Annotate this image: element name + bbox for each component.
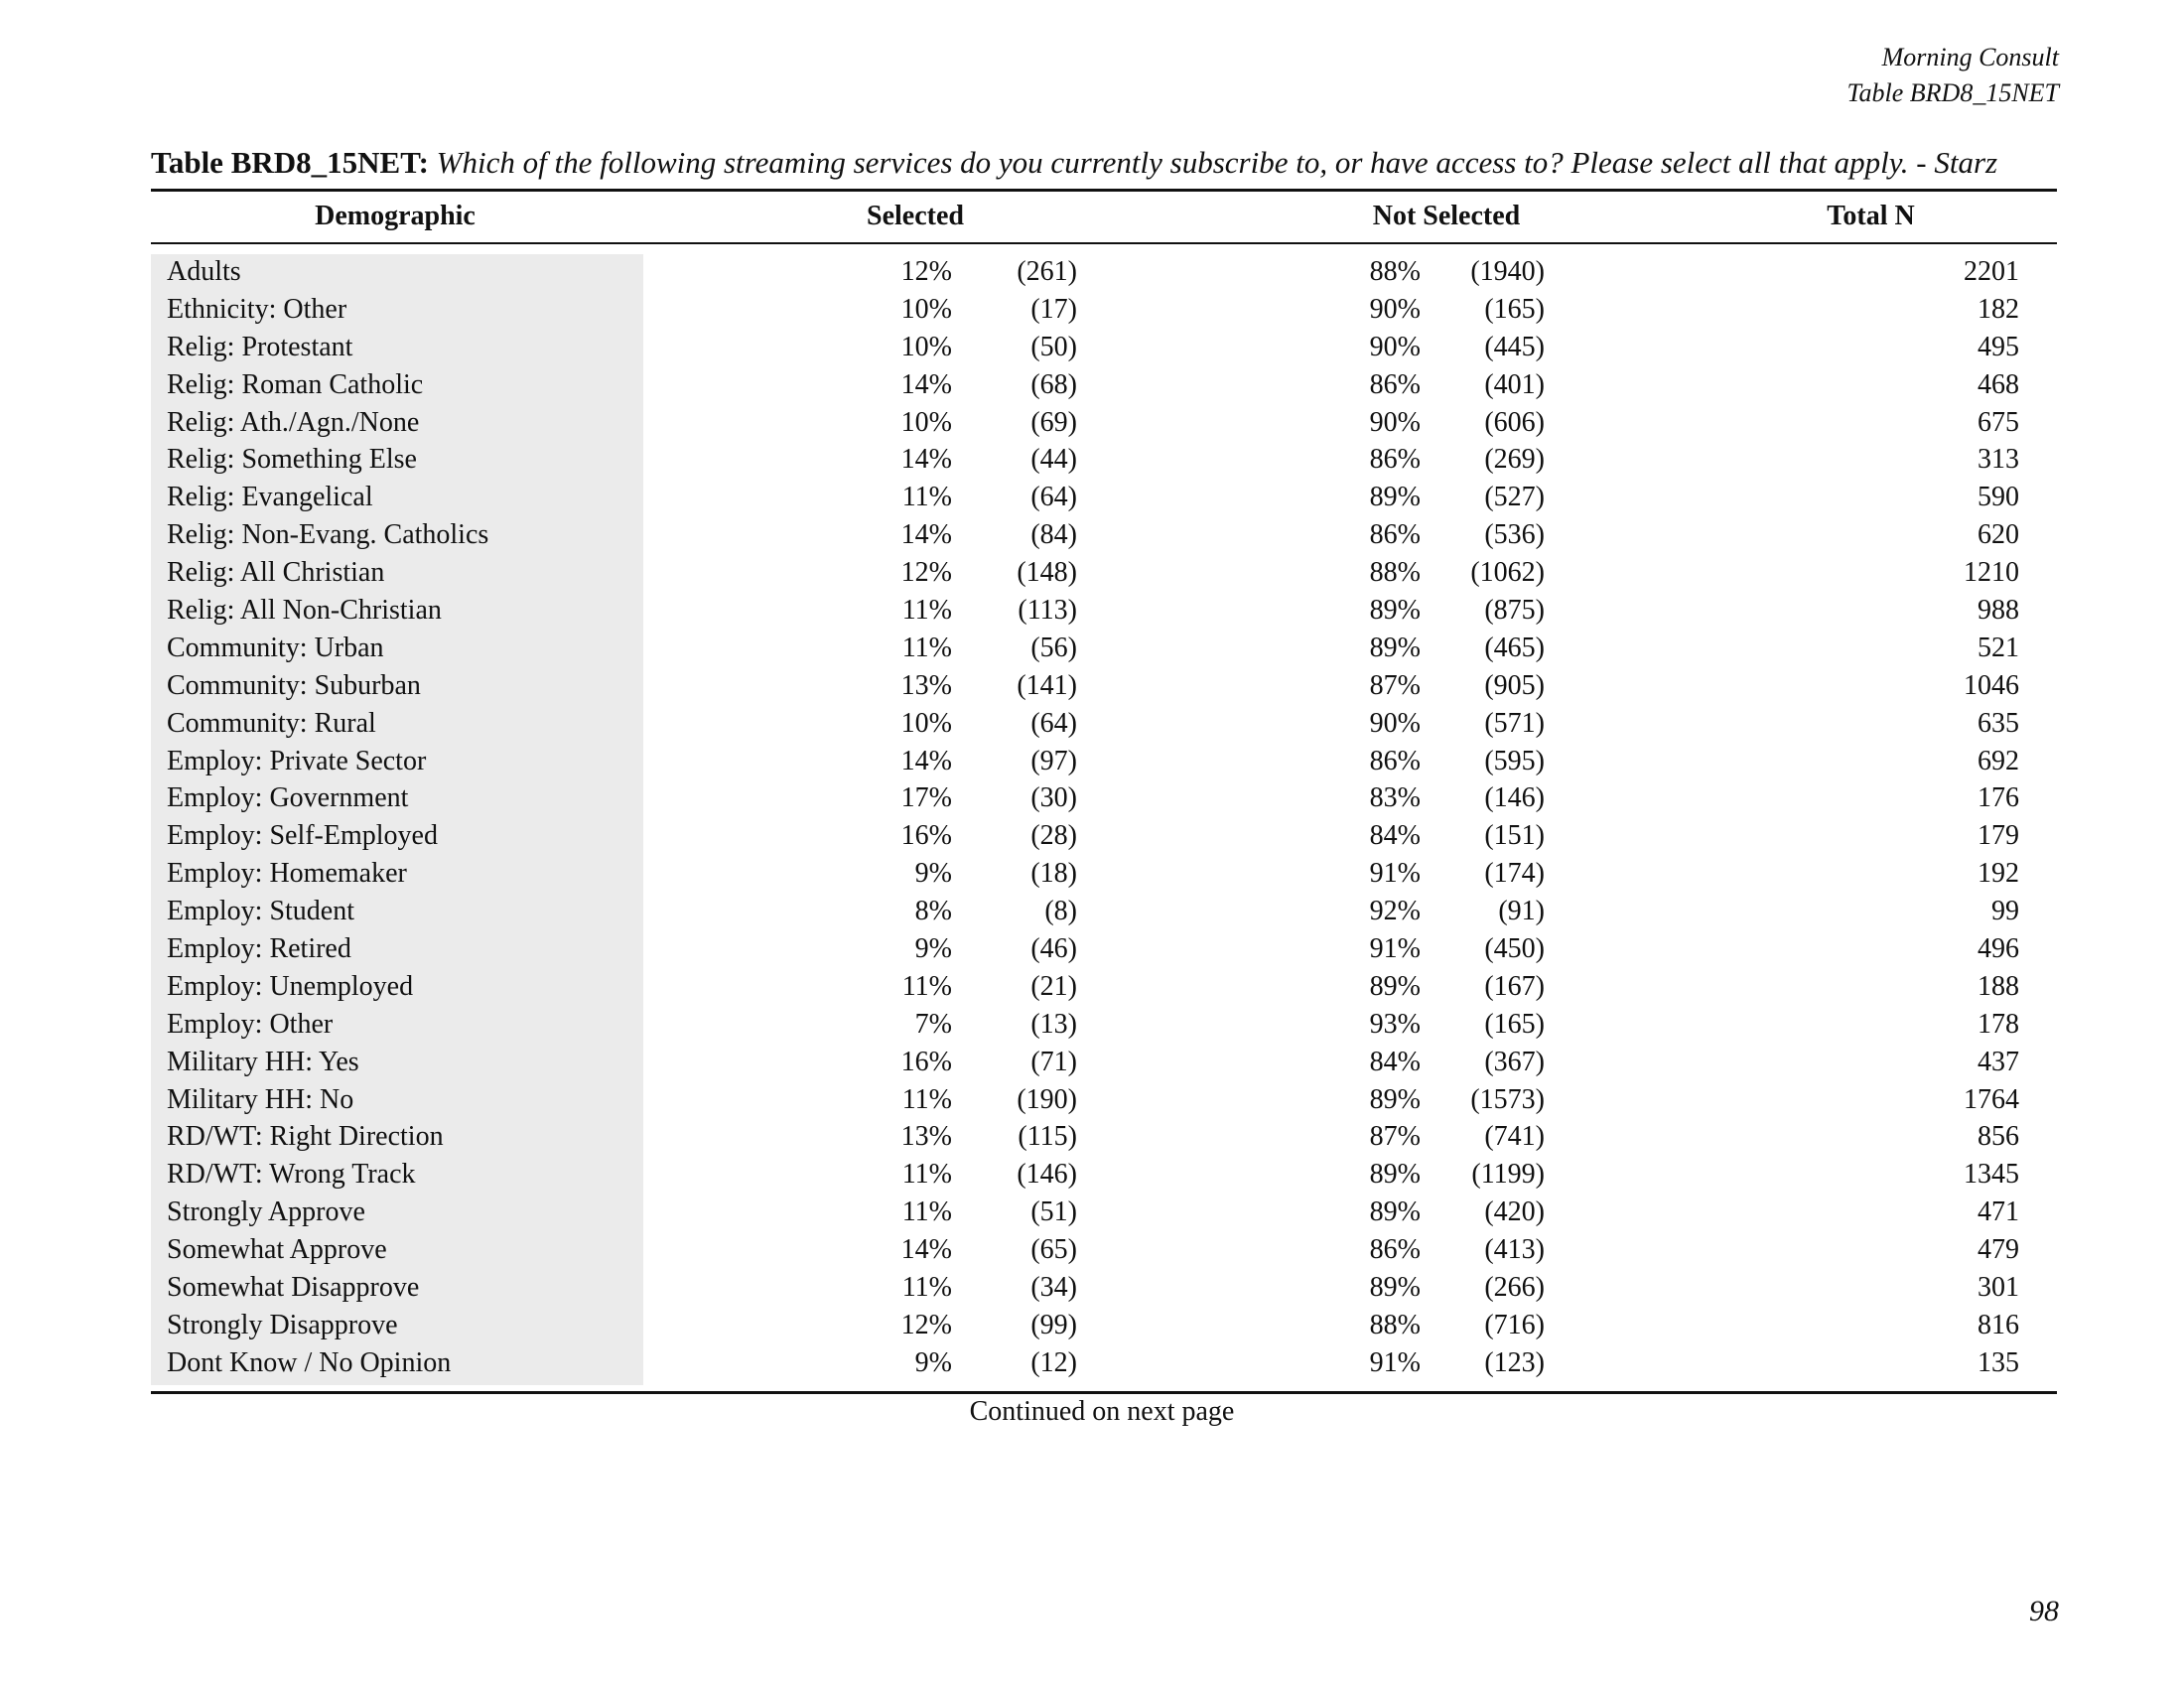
selected-count: (46) xyxy=(1030,933,1077,965)
row-label: Adults xyxy=(167,256,241,287)
top-rule xyxy=(151,189,2057,192)
selected-count: (113) xyxy=(1018,595,1077,627)
table-question: Which of the following streaming services do you currently subscribe to, or have access to? Please select all that apply. - Starz xyxy=(436,145,1998,180)
selected-percent: 13% xyxy=(900,669,952,701)
not-selected-percent: 93% xyxy=(1369,1008,1421,1040)
row-label: Employ: Other xyxy=(167,1008,334,1040)
selected-count: (115) xyxy=(1018,1121,1077,1153)
not-selected-percent: 92% xyxy=(1369,896,1421,927)
not-selected-count: (151) xyxy=(1484,820,1545,852)
not-selected-percent: 86% xyxy=(1369,745,1421,776)
not-selected-count: (123) xyxy=(1484,1346,1545,1378)
not-selected-percent: 91% xyxy=(1369,933,1421,965)
selected-percent: 12% xyxy=(900,557,952,589)
selected-count: (17) xyxy=(1030,293,1077,325)
table-body xyxy=(151,254,2057,1383)
row-label: Somewhat Approve xyxy=(167,1234,387,1266)
selected-percent: 11% xyxy=(901,1159,952,1191)
not-selected-percent: 91% xyxy=(1369,1346,1421,1378)
row-label: Somewhat Disapprove xyxy=(167,1272,420,1304)
selected-percent: 14% xyxy=(900,519,952,551)
total-n: 313 xyxy=(1978,444,2019,476)
total-n: 521 xyxy=(1978,632,2019,663)
selected-count: (261) xyxy=(1017,256,1077,287)
selected-percent: 14% xyxy=(900,745,952,776)
selected-count: (84) xyxy=(1030,519,1077,551)
not-selected-count: (445) xyxy=(1484,331,1545,362)
selected-percent: 16% xyxy=(900,1046,952,1077)
selected-percent: 9% xyxy=(914,933,952,965)
table-row xyxy=(151,818,2057,856)
table-row xyxy=(151,744,2057,781)
selected-percent: 11% xyxy=(901,1196,952,1228)
row-label: Employ: Unemployed xyxy=(167,970,414,1002)
selected-percent: 11% xyxy=(901,970,952,1002)
not-selected-count: (420) xyxy=(1484,1196,1545,1228)
total-n: 471 xyxy=(1978,1196,2019,1228)
selected-percent: 10% xyxy=(900,293,952,325)
row-label: RD/WT: Right Direction xyxy=(167,1121,444,1153)
table-row xyxy=(151,856,2057,894)
total-n: 496 xyxy=(1978,933,2019,965)
row-label: RD/WT: Wrong Track xyxy=(167,1159,416,1191)
total-n: 856 xyxy=(1978,1121,2019,1153)
row-label: Relig: Roman Catholic xyxy=(167,368,424,400)
not-selected-count: (450) xyxy=(1484,933,1545,965)
not-selected-count: (595) xyxy=(1484,745,1545,776)
total-n: 620 xyxy=(1978,519,2019,551)
table-title xyxy=(151,145,2057,181)
not-selected-count: (367) xyxy=(1484,1046,1545,1077)
selected-percent: 11% xyxy=(901,632,952,663)
not-selected-percent: 89% xyxy=(1369,482,1421,513)
header-selected: Selected xyxy=(867,201,964,231)
selected-count: (34) xyxy=(1030,1272,1077,1304)
table-row xyxy=(151,631,2057,668)
not-selected-count: (1062) xyxy=(1470,557,1545,589)
not-selected-percent: 83% xyxy=(1369,782,1421,814)
table-row xyxy=(151,1157,2057,1195)
row-label: Relig: Non-Evang. Catholics xyxy=(167,519,489,551)
selected-count: (71) xyxy=(1030,1046,1077,1077)
not-selected-count: (527) xyxy=(1484,482,1545,513)
total-n: 1210 xyxy=(1964,557,2019,589)
row-label: Relig: All Christian xyxy=(167,557,385,589)
not-selected-percent: 88% xyxy=(1369,256,1421,287)
selected-count: (50) xyxy=(1030,331,1077,362)
row-label: Employ: Self-Employed xyxy=(167,820,438,852)
table-header xyxy=(151,195,2057,240)
total-n: 437 xyxy=(1978,1046,2019,1077)
not-selected-count: (167) xyxy=(1484,970,1545,1002)
selected-count: (65) xyxy=(1030,1234,1077,1266)
selected-count: (18) xyxy=(1030,858,1077,890)
total-n: 468 xyxy=(1978,368,2019,400)
continued-note: Continued on next page xyxy=(969,1396,1235,1427)
table-row xyxy=(151,330,2057,367)
not-selected-count: (1199) xyxy=(1471,1159,1545,1191)
selected-count: (21) xyxy=(1030,970,1077,1002)
not-selected-percent: 86% xyxy=(1369,444,1421,476)
selected-percent: 9% xyxy=(914,858,952,890)
total-n: 1046 xyxy=(1964,669,2019,701)
table-row xyxy=(151,254,2057,292)
total-n: 188 xyxy=(1978,970,2019,1002)
table-row xyxy=(151,367,2057,405)
selected-count: (13) xyxy=(1030,1008,1077,1040)
selected-count: (56) xyxy=(1030,632,1077,663)
total-n: 816 xyxy=(1978,1309,2019,1340)
not-selected-count: (741) xyxy=(1484,1121,1545,1153)
table-row xyxy=(151,1345,2057,1383)
row-label: Employ: Student xyxy=(167,896,354,927)
row-label: Relig: All Non-Christian xyxy=(167,595,442,627)
total-n: 2201 xyxy=(1964,256,2019,287)
selected-count: (28) xyxy=(1030,820,1077,852)
selected-count: (64) xyxy=(1030,482,1077,513)
header-rule xyxy=(151,242,2057,244)
table-row xyxy=(151,1232,2057,1270)
row-label: Community: Urban xyxy=(167,632,384,663)
total-n: 590 xyxy=(1978,482,2019,513)
row-label: Strongly Disapprove xyxy=(167,1309,398,1340)
table-row xyxy=(151,480,2057,517)
not-selected-percent: 89% xyxy=(1369,1083,1421,1115)
table-title-lead: Table BRD8_15NET: xyxy=(151,145,429,180)
selected-percent: 11% xyxy=(901,1272,952,1304)
not-selected-count: (146) xyxy=(1484,782,1545,814)
table-row xyxy=(151,442,2057,480)
selected-count: (12) xyxy=(1030,1346,1077,1378)
not-selected-percent: 90% xyxy=(1369,293,1421,325)
selected-percent: 14% xyxy=(900,368,952,400)
not-selected-percent: 91% xyxy=(1369,858,1421,890)
not-selected-count: (174) xyxy=(1484,858,1545,890)
table-row xyxy=(151,1082,2057,1120)
table-row xyxy=(151,1195,2057,1232)
not-selected-percent: 90% xyxy=(1369,331,1421,362)
header-not-selected: Not Selected xyxy=(1372,201,1521,231)
table-row xyxy=(151,894,2057,931)
row-label: Community: Suburban xyxy=(167,669,421,701)
row-label: Military HH: No xyxy=(167,1083,354,1115)
total-n: 479 xyxy=(1978,1234,2019,1266)
not-selected-count: (465) xyxy=(1484,632,1545,663)
selected-percent: 17% xyxy=(900,782,952,814)
row-label: Community: Rural xyxy=(167,707,376,739)
not-selected-percent: 88% xyxy=(1369,557,1421,589)
selected-percent: 7% xyxy=(914,1008,952,1040)
selected-percent: 16% xyxy=(900,820,952,852)
selected-percent: 12% xyxy=(900,256,952,287)
selected-count: (64) xyxy=(1030,707,1077,739)
total-n: 495 xyxy=(1978,331,2019,362)
row-label: Ethnicity: Other xyxy=(167,293,347,325)
selected-percent: 10% xyxy=(900,707,952,739)
selected-percent: 11% xyxy=(901,595,952,627)
selected-percent: 13% xyxy=(900,1121,952,1153)
not-selected-percent: 84% xyxy=(1369,820,1421,852)
row-label: Relig: Ath./Agn./None xyxy=(167,406,420,438)
selected-count: (97) xyxy=(1030,745,1077,776)
total-n: 99 xyxy=(1991,896,2019,927)
not-selected-count: (91) xyxy=(1498,896,1545,927)
not-selected-count: (716) xyxy=(1484,1309,1545,1340)
selected-count: (51) xyxy=(1030,1196,1077,1228)
table-row xyxy=(151,405,2057,443)
total-n: 675 xyxy=(1978,406,2019,438)
total-n: 1764 xyxy=(1964,1083,2019,1115)
row-label: Employ: Retired xyxy=(167,933,351,965)
header-demographic: Demographic xyxy=(315,201,476,231)
not-selected-count: (1940) xyxy=(1470,256,1545,287)
not-selected-percent: 90% xyxy=(1369,707,1421,739)
not-selected-count: (165) xyxy=(1484,293,1545,325)
not-selected-percent: 84% xyxy=(1369,1046,1421,1077)
selected-count: (69) xyxy=(1030,406,1077,438)
total-n: 635 xyxy=(1978,707,2019,739)
total-n: 988 xyxy=(1978,595,2019,627)
selected-count: (44) xyxy=(1030,444,1077,476)
table-row xyxy=(151,517,2057,555)
table-row xyxy=(151,668,2057,706)
selected-count: (190) xyxy=(1017,1083,1077,1115)
table-row xyxy=(151,931,2057,969)
not-selected-count: (401) xyxy=(1484,368,1545,400)
table-row xyxy=(151,780,2057,818)
not-selected-percent: 89% xyxy=(1369,1272,1421,1304)
table-row xyxy=(151,1007,2057,1045)
selected-percent: 10% xyxy=(900,406,952,438)
total-n: 135 xyxy=(1978,1346,2019,1378)
row-label: Strongly Approve xyxy=(167,1196,365,1228)
not-selected-percent: 86% xyxy=(1369,368,1421,400)
not-selected-percent: 89% xyxy=(1369,595,1421,627)
not-selected-percent: 89% xyxy=(1369,632,1421,663)
table-row xyxy=(151,1308,2057,1345)
not-selected-percent: 89% xyxy=(1369,1159,1421,1191)
row-label: Employ: Government xyxy=(167,782,409,814)
selected-count: (148) xyxy=(1017,557,1077,589)
page-number: 98 xyxy=(2029,1595,2059,1627)
not-selected-count: (266) xyxy=(1484,1272,1545,1304)
table-row xyxy=(151,555,2057,593)
selected-percent: 11% xyxy=(901,1083,952,1115)
not-selected-percent: 87% xyxy=(1369,669,1421,701)
not-selected-count: (1573) xyxy=(1470,1083,1545,1115)
not-selected-count: (165) xyxy=(1484,1008,1545,1040)
table-id: Table BRD8_15NET xyxy=(1846,78,2059,107)
row-label: Employ: Homemaker xyxy=(167,858,407,890)
total-n: 179 xyxy=(1978,820,2019,852)
table-row xyxy=(151,1045,2057,1082)
not-selected-count: (536) xyxy=(1484,519,1545,551)
not-selected-percent: 88% xyxy=(1369,1309,1421,1340)
table-row xyxy=(151,706,2057,744)
not-selected-count: (905) xyxy=(1484,669,1545,701)
not-selected-count: (571) xyxy=(1484,707,1545,739)
not-selected-count: (269) xyxy=(1484,444,1545,476)
selected-percent: 14% xyxy=(900,1234,952,1266)
selected-count: (141) xyxy=(1017,669,1077,701)
selected-percent: 9% xyxy=(914,1346,952,1378)
publisher-name: Morning Consult xyxy=(1881,43,2059,71)
selected-count: (30) xyxy=(1030,782,1077,814)
selected-count: (99) xyxy=(1030,1309,1077,1340)
selected-percent: 12% xyxy=(900,1309,952,1340)
row-label: Relig: Something Else xyxy=(167,444,417,476)
total-n: 178 xyxy=(1978,1008,2019,1040)
selected-percent: 11% xyxy=(901,482,952,513)
table-row xyxy=(151,1270,2057,1308)
total-n: 1345 xyxy=(1964,1159,2019,1191)
table-row xyxy=(151,969,2057,1007)
selected-count: (68) xyxy=(1030,368,1077,400)
row-label: Dont Know / No Opinion xyxy=(167,1346,452,1378)
total-n: 192 xyxy=(1978,858,2019,890)
selected-count: (146) xyxy=(1017,1159,1077,1191)
not-selected-percent: 89% xyxy=(1369,970,1421,1002)
selected-percent: 10% xyxy=(900,331,952,362)
row-label: Employ: Private Sector xyxy=(167,745,427,776)
not-selected-percent: 90% xyxy=(1369,406,1421,438)
row-label: Military HH: Yes xyxy=(167,1046,359,1077)
selected-count: (8) xyxy=(1044,896,1077,927)
not-selected-count: (875) xyxy=(1484,595,1545,627)
table-row xyxy=(151,292,2057,330)
not-selected-percent: 86% xyxy=(1369,1234,1421,1266)
not-selected-percent: 86% xyxy=(1369,519,1421,551)
not-selected-percent: 89% xyxy=(1369,1196,1421,1228)
row-label: Relig: Evangelical xyxy=(167,482,373,513)
header-total-n: Total N xyxy=(1827,201,1915,231)
table-row xyxy=(151,1119,2057,1157)
table-row xyxy=(151,593,2057,631)
total-n: 182 xyxy=(1978,293,2019,325)
row-label: Relig: Protestant xyxy=(167,331,353,362)
not-selected-count: (606) xyxy=(1484,406,1545,438)
not-selected-percent: 87% xyxy=(1369,1121,1421,1153)
total-n: 176 xyxy=(1978,782,2019,814)
not-selected-count: (413) xyxy=(1484,1234,1545,1266)
total-n: 301 xyxy=(1978,1272,2019,1304)
page-header xyxy=(1846,40,2059,111)
selected-percent: 8% xyxy=(914,896,952,927)
selected-percent: 14% xyxy=(900,444,952,476)
total-n: 692 xyxy=(1978,745,2019,776)
